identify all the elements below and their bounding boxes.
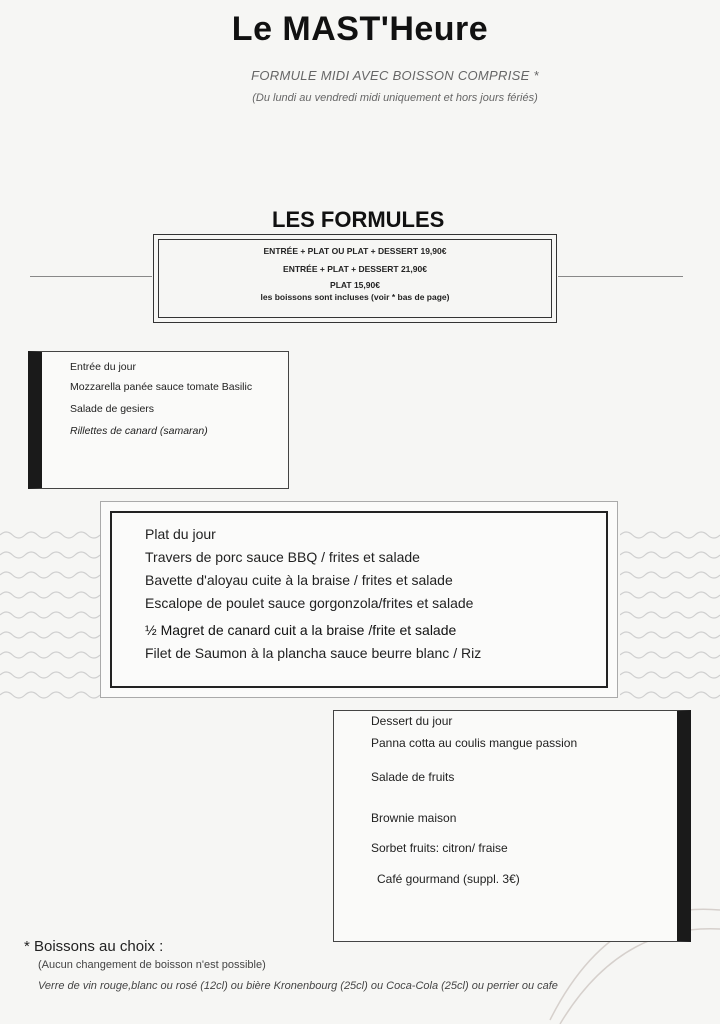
menu-item: Plat du jour xyxy=(145,526,216,542)
formule-line: ENTRÉE + PLAT + DESSERT 21,90€ xyxy=(283,264,427,274)
availability-note: (Du lundi au vendredi midi uniquement et hors jours fériés) xyxy=(252,92,538,104)
boissons-note: (Aucun changement de boisson n'est possible) xyxy=(38,959,266,971)
menu-item: Rillettes de canard (samaran) xyxy=(70,425,208,437)
menu-item: Escalope de poulet sauce gorgonzola/frites et salade xyxy=(145,595,474,611)
menu-item: Filet de Saumon à la plancha sauce beurre blanc / Riz xyxy=(145,645,482,661)
plats-box xyxy=(100,501,618,698)
boissons-title: * Boissons au choix : xyxy=(24,938,164,955)
plats-box-inner xyxy=(110,511,608,688)
entrees-box xyxy=(28,351,289,489)
menu-subtitle: FORMULE MIDI AVEC BOISSON COMPRISE * xyxy=(251,68,539,83)
formules-box xyxy=(153,234,557,323)
menu-item: Panna cotta au coulis mangue passion xyxy=(371,736,578,750)
wave-decoration-left xyxy=(0,525,100,705)
menu-item: Mozzarella panée sauce tomate Basilic xyxy=(70,381,253,393)
formules-heading: LES FORMULES xyxy=(272,207,445,232)
desserts-box xyxy=(333,710,691,942)
wave-decoration-right xyxy=(620,525,720,705)
menu-item: ½ Magret de canard cuit a la braise /frite et salade xyxy=(145,622,457,638)
menu-item: Salade de fruits xyxy=(371,770,455,784)
menu-item: Brownie maison xyxy=(371,811,457,825)
page-title: Le MAST'Heure xyxy=(231,10,489,48)
boissons-detail: Verre de vin rouge,blanc ou rosé (12cl) ou bière Kronenbourg (25cl) ou Coca-Cola (25cl) ou perrier ou cafe xyxy=(38,980,558,992)
formule-line: les boissons sont incluses (voir * bas de page) xyxy=(260,292,450,302)
menu-item: Café gourmand (suppl. 3€) xyxy=(377,872,520,886)
formule-line: ENTRÉE + PLAT OU PLAT + DESSERT 19,90€ xyxy=(263,246,447,256)
formules-box-inner xyxy=(158,239,552,318)
menu-item: Sorbet fruits: citron/ fraise xyxy=(371,841,508,855)
menu-item: Entrée du jour xyxy=(70,361,136,373)
menu-item: Bavette d'aloyau cuite à la braise / frites et salade xyxy=(145,572,453,588)
menu-item: Travers de porc sauce BBQ / frites et salade xyxy=(145,549,420,565)
menu-item: Dessert du jour xyxy=(371,714,453,728)
menu-item: Salade de gesiers xyxy=(70,403,155,415)
formule-line: PLAT 15,90€ xyxy=(330,280,380,290)
divider-right xyxy=(558,276,683,277)
divider-left xyxy=(30,276,152,277)
